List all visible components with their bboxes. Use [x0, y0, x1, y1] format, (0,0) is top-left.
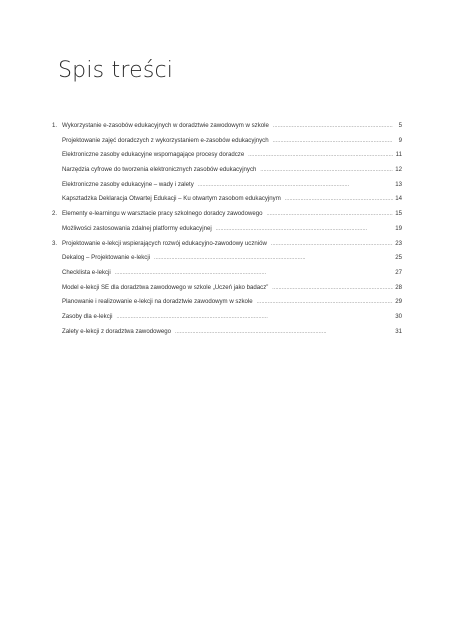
- toc-entry-page: 14: [395, 195, 402, 203]
- dot-leader: [273, 119, 393, 134]
- toc-entry[interactable]: [52, 295, 402, 310]
- toc-entry-page: 31: [395, 327, 402, 335]
- toc-entry-number: 2.: [52, 210, 58, 218]
- dot-leader: [198, 178, 393, 193]
- toc-entry-page: 15: [395, 210, 402, 218]
- toc-entry-title: Zasoby dla e-lekcji: [62, 312, 113, 320]
- toc-entry-title: Planowanie i realizowanie e-lekcji na doradztwie zawodowym w szkole: [62, 298, 253, 306]
- toc-entry[interactable]: [52, 251, 402, 266]
- toc-entry[interactable]: [52, 281, 402, 296]
- toc-entry[interactable]: [52, 310, 402, 325]
- toc-entry-title: Projektowanie e-lekcji wspierających rozwój edukacyjno-zawodowy uczniów: [62, 239, 267, 247]
- dot-leader: [260, 163, 393, 178]
- dot-leader: [257, 295, 393, 310]
- toc-entry-page: 13: [395, 180, 402, 188]
- toc-entry-number: 3.: [52, 239, 58, 247]
- toc-entry-title: Model e-lekcji SE dla doradztwa zawodowego w szkole „Uczeń jako badacz”: [62, 283, 269, 291]
- toc-entry-page: 11: [395, 151, 402, 159]
- toc-entry[interactable]: [52, 163, 402, 178]
- toc-entry-page: 19: [395, 224, 402, 232]
- dot-leader: [285, 192, 393, 207]
- toc-entry[interactable]: [52, 207, 402, 222]
- toc-entry[interactable]: [52, 134, 402, 149]
- dot-leader: [116, 310, 393, 325]
- toc-entry-page: 9: [398, 136, 402, 144]
- page-title: Spis treści: [58, 58, 174, 83]
- toc-entry-page: 5: [398, 122, 402, 129]
- dot-leader: [248, 148, 393, 163]
- toc-entry-title: Kapsztadzka Deklaracja Otwartej Edukacji – Ku otwartym zasobom edukacyjnym: [62, 195, 281, 203]
- dot-leader: [216, 222, 393, 237]
- toc-entry[interactable]: [52, 178, 402, 193]
- toc-entry-title: Elementy e-learningu w warsztacie pracy szkolnego doradcy zawodowego: [62, 210, 263, 218]
- toc-entry-page: 27: [395, 268, 402, 276]
- dot-leader: [267, 207, 393, 222]
- toc-entry[interactable]: [52, 192, 402, 207]
- toc-entry[interactable]: [52, 119, 402, 134]
- dot-leader: [272, 281, 393, 296]
- toc-entry[interactable]: [52, 266, 402, 281]
- toc-entry-title: Zalety e-lekcji z doradztwa zawodowego: [62, 327, 172, 335]
- toc-entry-page: 25: [395, 254, 402, 262]
- toc-entry-page: 29: [395, 298, 402, 306]
- toc-entry-title: Projektowanie zajęć doradczych z wykorzystaniem e-zasobów edukacyjnych: [62, 136, 269, 144]
- toc-entry-page: 23: [395, 239, 402, 247]
- toc-entry-title: Możliwości zastosowania zdalnej platformy edukacyjnej: [62, 224, 212, 232]
- dot-leader: [273, 134, 393, 149]
- toc-entry-number: 1.: [52, 122, 58, 129]
- toc-entry[interactable]: [52, 237, 402, 252]
- dot-leader: [271, 237, 393, 252]
- toc-entry-title: Narzędzia cyfrowe do tworzenia elektronicznych zasobów edukacyjnych: [62, 166, 257, 174]
- table-of-contents: [52, 119, 402, 339]
- toc-entry-title: Checklista e-lekcji: [62, 268, 111, 276]
- toc-entry[interactable]: [52, 222, 402, 237]
- toc-entry-title: Dekalog – Projektowanie e-lekcji: [62, 254, 151, 262]
- toc-entry-page: 30: [395, 312, 402, 320]
- toc-entry-title: Elektroniczne zasoby edukacyjne – wady i zalety: [62, 180, 194, 188]
- toc-entry[interactable]: [52, 325, 402, 340]
- toc-entry-page: 12: [395, 166, 402, 174]
- dot-leader: [154, 251, 393, 266]
- toc-entry[interactable]: [52, 148, 402, 163]
- toc-entry-page: 28: [395, 283, 402, 291]
- dot-leader: [115, 266, 393, 281]
- dot-leader: [175, 325, 393, 340]
- toc-entry-title: Wykorzystanie e-zasobów edukacyjnych w doradztwie zawodowym w szkole: [62, 122, 269, 129]
- toc-entry-title: Elektroniczne zasoby edukacyjne wspomagające procesy doradcze: [62, 151, 245, 159]
